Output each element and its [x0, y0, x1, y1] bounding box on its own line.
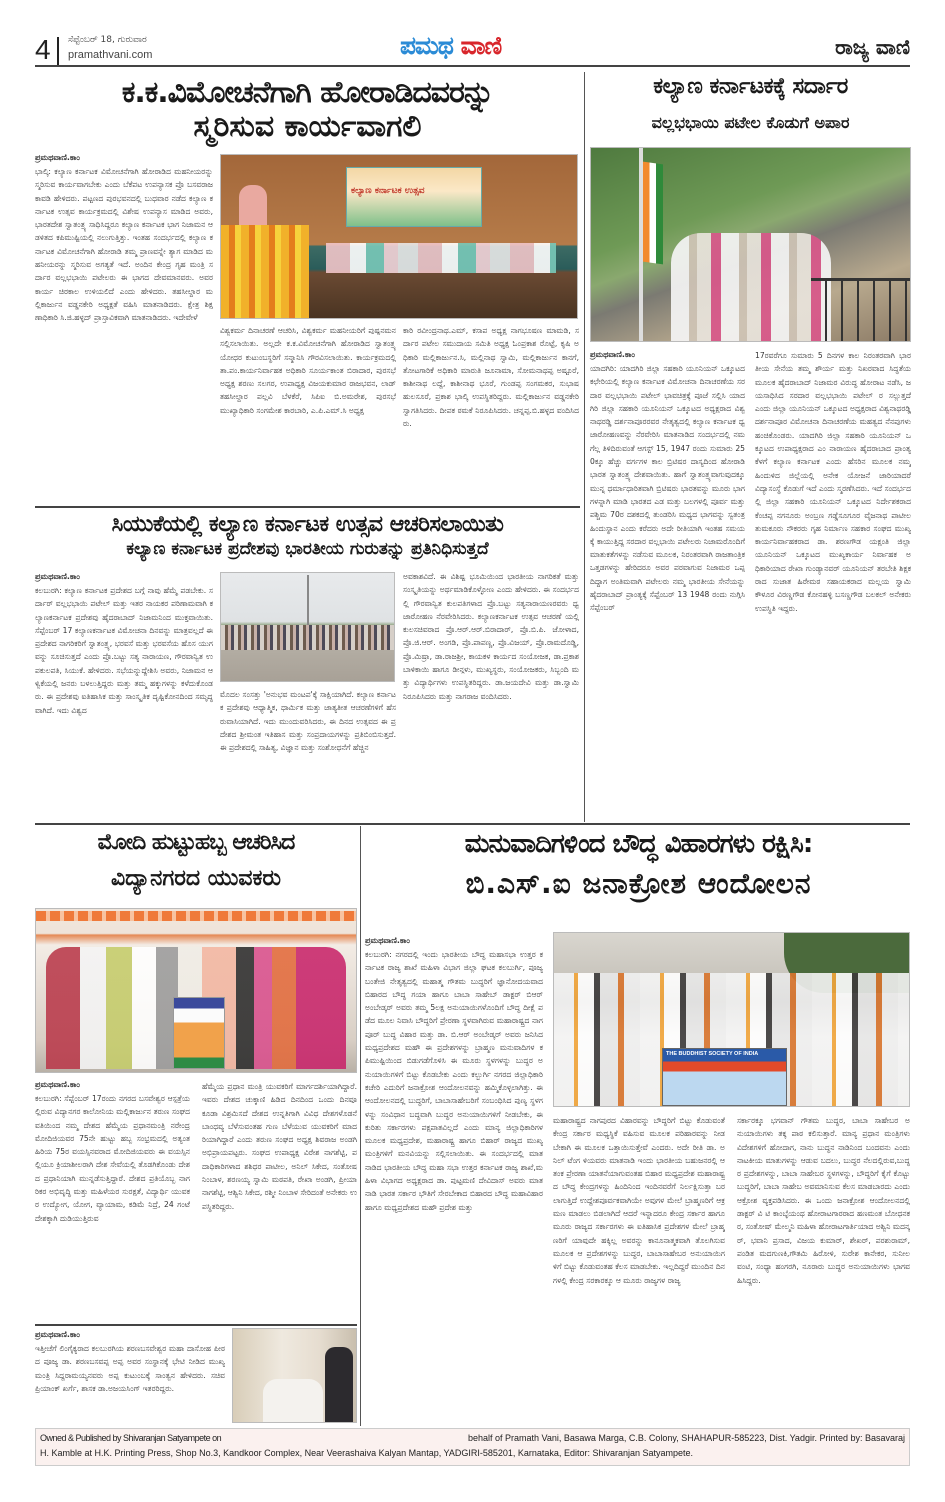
article-body-col-2: ಹೆಮ್ಮೆಯ ಪ್ರಧಾನ ಮಂತ್ರಿ ಯುವಕರಿಗೆ ಮಾರ್ಗದರ್ಶಿಯಾಗಿದ್ದಾರೆ. ಇವರು ದೇಶದ ಚುಕ್ಕಾಣಿ ಹಿಡಿದ ದಿನದಿಂದ ಒಂದು ದಿನವೂ ಕೂಡಾ ವಿಶ್ರಮಿಸದೆ ದೇಶದ ಉನ್ನತಿಗಾಗಿ ವಿವಿಧ ದೇಶಗಳೊಡನೆ ಬಾಂಧವ್ಯ ಬೆಳೆಸುವಂತಹ ಗುಣ ಬೆಳೆಯುವ ಯುವಕರಿಗೆ ಮಾದರಿಯಾಗಿದ್ದಾರೆ ಎಂದು ತರುಣ ಸಂಘದ ಅಧ್ಯಕ್ಷ ಶಿವರಾಜ ಅಂಡಗಿ ಅಭಿಪ್ರಾಯಪಟ್ಟರು. ಸಂಘದ ಉಪಾಧ್ಯಕ್ಷ ವಿರೇಶ ನಾಗಶೆಟ್ಟಿ, ಪದಾಧಿಕಾರಿಗಳಾದ ಶಶಿಧರ ಪಾಟೀಲ, ಅನಿಲ್ ಸಿಕೇದ, ಸಂತೋಷ ನಿಂಬಾಳ, ಶರಣಯ್ಯ ಸ್ವಾಮಿ ಮಠಪತಿ, ರೇಖಾ ಅಂಡಗಿ, ಪ್ರೀಯಾ ನಾಗಶೆಟ್ಟಿ, ಆಶ್ವಿನಿ ಸಿಕೇದ, ರಶ್ಮೀ ನಿಂಬಾಳ ಸೇರಿದಂತೆ ಅನೇಕರು ಉಪಸ್ಥಿತರಿದ್ದರು. [202, 1082, 357, 1211]
article-cuk-utsav [35, 510, 580, 822]
byline: ಪ್ರಮಥವಾಣಿ.ಕಾಂ [590, 350, 635, 359]
protest-with-placards-photo [553, 932, 910, 1107]
masthead-divider [57, 37, 59, 65]
headline-line-2: ವಲ್ಲಭಭಾಯಿ ಪಟೇಲ ಕೊಡುಗೆ ಅಪಾರ [651, 113, 850, 132]
modi-poster [173, 997, 225, 1069]
protest-banner [662, 1048, 787, 1106]
imprint-line-1 [40, 1431, 905, 1446]
article-body-col-2: ಮಹಾರಾಷ್ಟ್ರದ ನಾಗಪುರದ ವಿಹಾರವನ್ನು ಬೌದ್ಧರಿಗೆ ಬಿಟ್ಟು ಕೊಡುವಂತೆ ಕೇಂದ್ರ ಸರ್ಕಾರ ಮಧ್ಯಸ್ಥಿಕೆ ವಹಿಸುವ ಮೂಲಕ ಪರಿಹಾರವನ್ನು ನೀಡಬೇಕಾಗಿ ಈ ಮೂಲಕ ಒತ್ತಾಯಿಸುತ್ತೇವೆ ಎಂದರು. ಅದೇ ರೀತಿ ಡಾ. ಅನಿಲ್ ಟೆಂಗ ಳಿಯವರು ಮಾತನಾಡಿ ಇಂದು ಭಾರತೀಯ ಬಹುಜನರಲ್ಲಿ ಆತಂಕ ಪ್ರೇರಣಾ ಯಾತನೆಯಾಗುವಂತಹ ಬಿಹಾರ ಮಧ್ಯಪ್ರದೇಶ ಮಹಾರಾಷ್ಟ್ರದ ಬೌದ್ಧ ಕೇಂದ್ರಗಳನ್ನು ಹಿಂದಿನಿಂದ ಇಂದಿನವರೆಗೆ ನಿರ್ಲಕ್ಷಿಸುತ್ತಾ ಬರಲಾಗುತ್ತಿದೆ ಉದ್ದೇಶಪೂರ್ವಕವಾಗಿಯೇ ಅವುಗಳ ಮೇಲೆ ಬ್ರಾಹ್ಮಣರಿಗೆ ಆಕ್ರಮಣ ಮಾಡಲು ಬಿಡಲಾಗಿದೆ ಆದರೆ ಇನ್ನಾದರೂ ಕೇಂದ್ರ ಸರ್ಕಾರ ಹಾಗೂ ಮೂರು ರಾಜ್ಯದ ಸರ್ಕಾರಗಳು ಈ ಐತಿಹಾಸಿಕ ಪ್ರದೇಶಗಳ ಮೇಲೆ ಬ್ರಾಹ್ಮಣರಿಗೆ ಯಾವುದೇ ಹಕ್ಕಿಲ್ಲ ಅವರನ್ನು ಕಾನೂನಾತ್ಮಕವಾಗಿ ತೊಲಗಿಸುವ ಮೂಲಕ ಆ ಪ್ರದೇಶಗಳನ್ನು ಬುದ್ಧರ, ಬಾಬಾಸಾಹೇಬರ ಅನುಯಾಯಿಗಳಿಗೆ ಬಿಟ್ಟು ಕೊಡುವಂತಹ ಕೆಲಸ ಮಾಡಬೇಕು. ಇಲ್ಲದಿದ್ದರೆ ಮುಂದಿನ ದಿನಗಳಲ್ಲಿ ಕೇಂದ್ರ ಸರಕಾರಕ್ಕೂ ಆ ಮೂರು ರಾಜ್ಯಗಳ ರಾಜ್ಯ [553, 1116, 725, 1285]
column-divider [360, 826, 361, 1426]
article-body: ಇತ್ತೀಚೆಗೆ ಲಿಂಗೈಕ್ಯರಾದ ಕಲಬುರಗಿಯ ಶರಣಬಸವೇಶ್ವರ ಮಹಾ ದಾಸೋಹ ಪೀಠದ ಪೂಜ್ಯ ಡಾ. ಶರಣಬಸವಪ್ಪ ಅಪ್ಪ ಅವರ ಸಂಸ್ಥಾನಕ್ಕೆ ಭೇಟಿ ನೀಡಿದ ಮುಖ್ಯಮಂತ್ರಿ ಸಿದ್ದರಾಮಯ್ಯನವರು ಅಪ್ಪ ಕುಟುಂಬಕ್ಕೆ ಸಾಂತ್ವನ ಹೇಳಿದರು. ಸಚಿವ ಪ್ರಿಯಾಂಕ್ ಖರ್ಗೆ, ಶಾಸಕ ಡಾ.ಅಜಯಸಿಂಗ್ ಇತರರಿದ್ದರು. [35, 1344, 225, 1393]
speaker-figure [239, 185, 267, 225]
saluting-group [671, 233, 831, 342]
byline: ಪ್ರಮಥವಾಣಿ.ಕಾಂ [35, 1330, 80, 1339]
byline: ಪ್ರಮಥವಾಣಿ.ಕಾಂ [35, 572, 80, 581]
newspaper-logo [400, 31, 501, 61]
article-body-col-3: ಅವಕಾಶವಿದೆ. ಈ ವಿಶಿಷ್ಟ ಭೂಮಿಯಿಂದ ಭಾರತೀಯ ನಾಗರಿಕತೆ ಮತ್ತು ಸಂಸ್ಕೃತಿಯನ್ನು ಅರ್ಥಮಾಡಿಕೊಳ್ಳೋಣ ಎಂದು ಹೇಳಿದರು. ಈ ಸಂದರ್ಭದಲ್ಲಿ ಗೌರವಾನ್ವಿತ ಕುಲಪತಿಗಳಾದ ಪ್ರೊ.ಬಟ್ಟು ಸತ್ಯನಾರಾಯಣರವರು ಧ್ವಜಾರೋಹಣ ನೆರವೇರಿಸಿದರು. ಕಲ್ಯಾಣಕರ್ನಾಟಕ ಉತ್ಸವ ಆಚರಣೆ ಯಲ್ಲಿ ಕುಲಸಚಿವರಾದ ಪ್ರೊ.ಆರ್.ಆರ್.ಬಿರಾದಾರ್, ಪ್ರೊ.ಬಿ.ಪಿ. ಜೋಳಾದ, ಪ್ರೊ.ಜಿ.ಆರ್. ಅಂಗಡಿ, ಪ್ರೊ.ಪಾಪಣ್ಣ, ಪ್ರೊ.ವಿಜಯ್, ಪ್ರೊ.ರಾಮದೊಡ್ಡಿ, ಪ್ರೊ.ಮಿಷ್ರಾ, ಡಾ.ರಾಜಶ್ರೀ, ಕಾಯಕಳ ಕಾರ್ಯದ ಸಂಯೋಜಕ, ಡಾ.ಪ್ರಕಾಶ ಬಾಳಿಕಾಯಿ ಹಾಗೂ ಡೀನ್ಗಳು, ಮುಖ್ಯಸ್ಥರು, ಸಂಯೋಜಕರು, ಸಿಬ್ಬಂದಿ ಮತ್ತು ವಿದ್ಯಾರ್ಥಿಗಳು ಉಪಸ್ಥಿತರಿದ್ದರು. ಡಾ.ಜಯದೇವಿ ಮತ್ತು ಡಾ.ಸ್ವಾಮಿ ನಿರೂಪಿಸಿದರು ಮತ್ತು ನಾಗರಾಜ ವಂದಿಸಿದರು. [403, 572, 579, 701]
protest-banner-text: THE BUDDHIST SOCIETY OF INDIA [666, 1051, 759, 1057]
website-link[interactable]: pramathvani.com [68, 49, 153, 61]
bunting [36, 911, 357, 921]
column-divider [584, 72, 585, 822]
event-banner [346, 167, 482, 227]
headline-line-2: ವಿದ್ಯಾನಗರದ ಯುವಕರು [110, 866, 282, 891]
issue-date: ಸೆಪ್ಟೆಂಬರ್ 18, ಗುರುವಾರ [68, 35, 147, 45]
flower-decoration [221, 225, 309, 319]
byline: ಪ್ರಮಥವಾಣಿ.ಕಾಂ [35, 153, 80, 162]
headline-line-1: ಕಲ್ಯಾಣ ಕರ್ನಾಟಕಕ್ಕೆ ಸರ್ದಾರ [653, 74, 848, 99]
imprint-footer [35, 1428, 910, 1466]
article-kk-liberation [35, 72, 580, 502]
article-body-col-2: ಮೊದಲ ಸಂಸತ್ತು 'ಅನುಭವ ಮಂಟಪ'ಕ್ಕೆ ಸಾಕ್ಷಿಯಾಗಿದೆ. ಕಲ್ಯಾಣ ಕರ್ನಾಟಕ ಪ್ರದೇಶವು ಆಧ್ಯಾತ್ಮಿಕ, ಧಾರ್ಮಿಕ ಮತ್ತು ಜಾತ್ಯತೀತ ಆಚರಣೆಗಳಿಗೆ ಹೆಸರುವಾಸಿಯಾಗಿದೆ. ಇದು ಮುಂದುವರಿಸಿದರು, ಈ ದಿನದ ಉತ್ಸವದ ಈ ಪ್ರದೇಶದ ಶ್ರೀಮಂತ ಇತಿಹಾಸ ಮತ್ತು ಸಂಪ್ರದಾಯಗಳನ್ನು ಪ್ರತಿಬಿಂಬಿಸುತ್ತದೆ. ಈ ಪ್ರದೇಶದಲ್ಲಿ ಸಾಹಿತ್ಯ, ವಿಜ್ಞಾನ ಮತ್ತು ಸಂಶೋಧನೆಗೆ ಹೆಚ್ಚಿನ [220, 690, 396, 753]
article-body-col-2: 17ರವರೆಗೂ ಸುಮಾರು 5 ದಿನಗಳ ಕಾಲ ನಿರಂತರವಾಗಿ ಭಾರತೀಯ ಸೇನೆಯ ತಮ್ಮ ಶೌರ್ಯ ಮತ್ತು ನಿಖರವಾದ ಸಿದ್ಧತೆಯ ಮೂಲಕ ಹೈದರಾಬಾದ್ ನಿಜಾಮರ ವಿರುದ್ಧ ಹೋರಾಟ ನಡೆಸಿ, ಜಯಸಾಧಿಸಿದ ಸರದಾರ ವಲ್ಲಭಭಾಯಿ ಪಟೇಲ್ ರ ಸಲ್ಲುತ್ತದೆ ಎಂದು ಜಿಲ್ಲಾ ಯೂನಿಯನ್ ಒಕ್ಕೂಟದ ಅಧ್ಯಕ್ಷರಾದ ವಿಶ್ವನಾಥರಡ್ಡಿ ದರ್ಶನಾಪೂರ ವಿಮೋಚನಾ ದಿನಾಚರಣೆಯ ಮಹತ್ವದ ನೆನಪುಗಳು ಹಂಚಿಕೊಂಡರು. ಯಾದಗಿರಿ ಜಿಲ್ಲಾ ಸಹಕಾರಿ ಯೂನಿಯನ್ ಒಕ್ಕೂಟದ ಉಪಾಧ್ಯಕ್ಷರಾದ ಎಂ ನಾರಾಯಣ ಹೈದರಾಬಾದ ಪ್ರಾಂತ್ಯ ಕೆಳಗೆ ಕಲ್ಯಾಣ ಕರ್ನಾಟಕ ಎಂದು ಹೆಸರಿನ ಮೂಲಕ ನಮ್ಮ ಹಿಂದುಳಿದ ಜಿಲ್ಲೆಯಲ್ಲಿ ಅನೇಕ ಯೋಜನೆ ಜಾರಿಯಾದರೆ ವಿದ್ಯಾಸಂಸ್ಥೆ ಕೊಡುಗೆ ಇದೆ ಎಂದು ಸ್ಮರಣೆಸಿದರು. ಇದೆ ಸಂದರ್ಭದಲ್ಲಿ ಜಿಲ್ಲಾ ಸಹಕಾರಿ ಯೂನಿಯನ್ ಒಕ್ಕೂಟದ ನಿರ್ದೇಶಕರಾದ ಕೆಂಚಪ್ಪ ನಗನೂರು ಅಂಬ್ರಣ ಗಡ್ಡೆಸೂಗೂರ ವೈಜನಾಥ ಪಾಟೀಲ ತುಮಕೂರು ನೌಕರರು ಗೃಹ ನಿರ್ಮಾಣ ಸಹಕಾರ ಸಂಘದ ಮುಖ್ಯ ಕಾರ್ಯನಿರ್ವಾಹಕರಾದ ಡಾ. ಶರಣಗೌಡ ಯಕ್ಷಂತಿ ಜಿಲ್ಲಾ ಯೂನಿಯನ್ ಒಕ್ಕೂಟದ ಮುಖ್ಯಕಾರ್ಯ ನಿರ್ವಾಹಕ ಅಧಿಕಾರಿಯಾದ ರೇಖಾ ಗುಂಡ್ಯಾನವರ್ ಯೂನಿಯನ್ ತರಬೇತಿ ಶಿಕ್ಷಕರಾದ ಸುಜಾತ ಹಿರೇಮಠ ಸಹಾಯಕರಾದ ಮಲ್ಲಯ ಸ್ವಾಮಿ ಕೌಳೂರ ವಿರಣ್ಣಗೌಡ ಕೋನಹಳ್ಳಿ ಬಸಣ್ಣಗೌಡ ಬಲಕಲ್ ಅನೇಕರು ಉಪಸ್ಥಿತಿ ಇದ್ದರು. [755, 351, 911, 613]
article-bsi-protest [365, 826, 912, 1424]
railing [811, 278, 911, 342]
imprint-line-2: H. Kamble at H.K. Printing Press, Shop No.3, Kandkoor Complex, Near Veerashaiva Kalyan Mantap, YADGIRI-585201, Karnataka, Editor: Shivaranjan Satyampete. [40, 1448, 694, 1458]
section-rule [35, 1324, 357, 1326]
article-body-col-1: ಯಾದಗಿರಿ: ಯಾದಗಿರಿ ಜಿಲ್ಲಾ ಸಹಕಾರಿ ಯೂನಿಯನ್ ಒಕ್ಕೂಟದ ಕಛೇರಿಯಲ್ಲಿ ಕಲ್ಯಾಣ ಕರ್ನಾಟಕ ವಿಮೋಚನಾ ದಿನಾಚರಣೆಯ ಸರದಾರ ವಲ್ಲಭಭಾಯಿ ಪಟೇಲ್ ಭಾವಚಿತ್ರಕ್ಕೆ ಪೂಜೆ ಸಲ್ಲಿಸಿ ಯಾದಗಿರಿ ಜಿಲ್ಲಾ ಸಹಕಾರಿ ಯೂನಿಯನ್ ಒಕ್ಕೂಟದ ಅಧ್ಯಕ್ಷರಾದ ವಿಶ್ವನಾಥರಡ್ಡಿ ದರ್ಶನಾಪೂರರವರ ನೇತೃತ್ವದಲ್ಲಿ ಕಲ್ಯಾಣ ಕರ್ನಾಟಕ ಧ್ವಜಾರೋಹಣವನ್ನು ನೆರವೇರಿಸಿ ಮಾತನಾಡಿದ ಸಂದರ್ಭದಲ್ಲಿ ನಮಗೆಲ್ಲ ತಿಳಿದಿರುವಂತೆ ಆಗಸ್ಟ್ 15, 1947 ರಂದು ಸುಮಾರು 250ಕ್ಕೂ ಹೆಚ್ಚು ವರ್ಗಗಳ ಕಾಲ ಬ್ರಿಟಿಷರ ದಾಸ್ಯದಿಂದ ಹೋರಾಡಿ ಭಾರತ ಸ್ವಾತಂತ್ರ್ಯ ದೇಶವಾಯಿತು. ಹಾಗೆ ಸ್ವಾತಂತ್ರ್ಯವಾಗುವುದಕ್ಕೂ ಮುನ್ನ ಧರ್ಮಾಧಾರಿತವಾಗಿ ಬ್ರಿಟಿಷರು ಭಾರತವನ್ನು ಮೂರು ಭಾಗಗಳನ್ನಾಗಿ ಮಾಡಿ ಭಾರತದ ಎಡ ಮತ್ತು ಬಲಗಳಲ್ಲಿ ಪೂರ್ವ ಮತ್ತು ಪಶ್ಚಿಮ 70ರ ದಶಕದಲ್ಲಿ ತುಂಡರಿಸಿ ಮಧ್ಯದ ಭಾಗವನ್ನು ಸ್ವತಂತ್ರ ಹಿಂದುಸ್ಥಾನ ಎಂದು ಕರೆದರು ಅದೇ ರೀತಿಯಾಗಿ ಇಂತಹ ಸಮಯಕ್ಕೆ ಕಾಯುತ್ತಿದ್ದ ಸರದಾರ ವಲ್ಲಭಾಯಿ ಪಟೇಲರು ನಿಜಾಮರೊಂದಿಗೆ ಮಾತುಕತೆಗಳನ್ನು ನಡೆಸುವ ಮೂಲಕ, ನಿರಂತರವಾಗಿ ರಾಜತಾಂತ್ರಿಕ ಒತ್ತಡಗಳನ್ನು ಹೇರಿದರೂ ಅವರ ಪರವಾಗುವ ನಿಜಾಮರ ಒಪ್ಪದಿದ್ದಾಗ ಅಂತಿಮವಾಗಿ ಪಟೇಲರು ನಮ್ಮ ಭಾರತೀಯ ಸೇನೆಯನ್ನು ಹೈದರಾಬಾದ್ ಪ್ರಾಂತ್ಯಕ್ಕೆ ಸೆಪ್ಟೆಂಬರ್ 13 1948 ರಂದು ನುಗ್ಗಿಸಿ ಸೆಪ್ಟೆಂಬರ್ [590, 364, 745, 613]
article-body-col-1: ಭಾಲ್ಕಿ: ಕಲ್ಯಾಣ ಕರ್ನಾಟಕ ವಿಮೋಚನೆಗಾಗಿ ಹೋರಾಡಿದ ಮಹನೀಯರನ್ನು ಸ್ಮರಿಸುವ ಕಾರ್ಯವಾಗಬೇಕು ಎಂದು ಬೆಕೆಪಟ ಉಪನ್ಯಾಸಕ ಪ್ರೊ ಬಸವರಾಜ ಕಾವಡಿ ಹೇಳಿದರು. ಪಟ್ಟಣದ ಪುರಭವನದಲ್ಲಿ ಬುಧವಾರ ನಡೆದ ಕಲ್ಯಾಣ ಕರ್ನಾಟಕ ಉತ್ಸವ ಕಾರ್ಯಕ್ರಮದಲ್ಲಿ ವಿಶೇಷ ಉಪನ್ಯಾಸ ಮಾಡಿದ ಅವರು, ಭಾರತದೇಶ ಸ್ವಾತಂತ್ರ್ಯ ಸಾಧಿಸಿದ್ದರೂ ಕಲ್ಯಾಣ ಕರ್ನಾಟಕ ಭಾಗ ನಿಜಾಮನ ಆಡಳಿತದ ಕಪಿಮುಷ್ಟಿಯಲ್ಲಿ ನಲುಗುತ್ತಿತ್ತು. ಇಂತಹ ಸಂದರ್ಭದಲ್ಲಿ ಕಲ್ಯಾಣ ಕರ್ನಾಟಕ ವಿಮೋಚನೆಗಾಗಿ ಹೋರಾಡಿ ತಮ್ಮ ಪ್ರಾಣವನ್ನೇ ತ್ಯಾಗ ಮಾಡಿದ ಮಹನೀಯರನ್ನು ಸ್ಮರಿಸುವ ಅಗತ್ಯತೆ ಇದೆ. ಅಂದಿನ ಕೇಂದ್ರ ಗೃಹ ಮಂತ್ರಿ ಸರ್ದಾರ ವಲ್ಲಭಭಾಯಿ ಪಟೇಲರು ಈ ಭಾಗದ ದೇವಮಾನವರು. ಅವರ ಕಾರ್ಯ ಚಿರಕಾಲ ಉಳಿಯಲಿದೆ ಎಂದು ಹೇಳಿದರು. ತಹಸೀಲ್ದಾರ ಮಲ್ಲಿಕಾರ್ಜುನ ವಡ್ಡನಕೇರಿ ಅಧ್ಯಕ್ಷತೆ ವಹಿಸಿ ಮಾತನಾಡಿದರು. ಕ್ಷೇತ್ರ ಶಿಕ್ಷಣಾಧಿಕಾರಿ ಸಿ.ಜಿ.ಹಳ್ಳದ್ ಪ್ರಾಸ್ತಾವಿಕವಾಗಿ ಮಾತನಾಡಿದರು. ಇದೇವೇಳೆ [35, 167, 213, 323]
article-body-col-1: ಕಲಬುರಗಿ: ಕಲ್ಯಾಣ ಕರ್ನಾಟಕ ಪ್ರದೇಶದ ಬಗ್ಗೆ ನಾವು ಹೆಮ್ಮೆ ಪಡಬೇಕು. ಸರ್ದಾರ್ ವಲ್ಲಭಭಾಯಿ ಪಟೇಲ್ ಮತ್ತು ಇತರ ನಾಯಕರ ಪರಿಣಾಮವಾಗಿ ಕಲ್ಯಾಣಕರ್ನಾಟಕ ಪ್ರದೇಶವು ಹೈದರಾಬಾದ್ ನಿಜಾಮನಿಂದ ಮುಕ್ತವಾಯಿತು. ಸೆಪ್ಟೆಂಬರ್ 17 ಕಲ್ಯಾಣಕರ್ನಾಟಕ ವಿಮೋಚನಾ ದಿನವನ್ನು ಮಾತ್ರವಲ್ಲದೆ ಈ ಪ್ರದೇಶದ ನಾಗರಿಕರಿಗೆ ಸ್ವಾತಂತ್ರ್ಯ, ಭರವಸೆ ಮತ್ತು ಭರವಸೆಯ ಹೊಸ ಯುಗವನ್ನು ಸೂಚಿಸುತ್ತದೆ ಎಂದು ಪ್ರೊ.ಬಟ್ಟು ಸತ್ಯ ನಾರಾಯಣ, ಗೌರವಾನ್ವಿತ ಉಪಕುಲಪತಿ, ಸಿಯುಕೆ. ಹೇಳಿದರು. ಸಭೆಯನ್ನುದ್ದೇಶಿಸಿ ಅವರು, ನಿಜಾಮನ ಆಳ್ವಿಕೆಯಲ್ಲಿ ಜನರು ಬಳಲುತ್ತಿದ್ದರು ಮತ್ತು ತಮ್ಮ ಹಕ್ಕುಗಳನ್ನು ಕಳೆದುಕೊಂಡರು. ಈ ಪ್ರದೇಶವು ಐತಿಹಾಸಿಕ ಮತ್ತು ಸಾಂಸ್ಕೃತಿಕ ದೃಷ್ಟಿಕೋನದಿಂದ ಸಮೃದ್ಧವಾಗಿದೆ. ಇದು ವಿಶ್ವದ [35, 586, 213, 715]
headline-line-2: ಸ್ಮರಿಸುವ ಕಾರ್ಯವಾಗಲಿ [193, 109, 422, 144]
article-sardar-patel [588, 72, 913, 822]
logo-part-2: ವಾಣಿ [460, 31, 502, 60]
standing-man [325, 1347, 353, 1423]
imprint-owner: Owned & Published by Shivaranjan Satyampete on [40, 1433, 222, 1443]
article-body-col-1: ಕಲಬುರಗಿ: ನಗರದಲ್ಲಿ ಇಂದು ಭಾರತೀಯ ಬೌದ್ಧ ಮಹಾಸಭಾ ಉತ್ತರ ಕರ್ನಾಟಕ ರಾಜ್ಯ ಶಾಖೆ ಮಹಿಳಾ ವಿಭಾಗ ಜಿಲ್ಲಾ ಘಟಕ ಕಲಬುರ್ಗಿ, ಪೂಜ್ಯ ಬಂತೇಜಿ ನೇತೃತ್ವದಲ್ಲಿ ಮಹಾತ್ಮ ಗೌತಮ ಬುದ್ಧರಿಗೆ ಜ್ಞಾನೋದಯವಾದ ಬಿಹಾರದ ಬೌದ್ಧ ಗಯಾ ಹಾಗೂ ಬಾಬಾ ಸಾಹೇಬ್ ಡಾಕ್ಟರ್ ಬಿಆರ್ ಅಂಬೇಡ್ಕರ್ ಅವರು ತಮ್ಮ 5ಲಕ್ಷ ಅನುಯಾಯಿಗಳೊಂದಿಗೆ ಬೌದ್ಧ ದೀಕ್ಷೆ ಪಡೆದ ಮೂಲ ನಿವಾಸಿ ಬೌದ್ಧರಿಗೆ ಪ್ರೇರಣಾ ಸ್ಥಳವಾಗಿರುವ ಮಹಾರಾಷ್ಟ್ರದ ನಾಗಪೂರ್ ಬುದ್ಧ ವಿಹಾರ ಮತ್ತು ಡಾ. ಬಿ.ಆರ್ ಅಂಬೇಡ್ಕರ್ ಅವರು ಜನಿಸಿದ ಮಧ್ಯಪ್ರದೇಶದ ಮಹೌ ಈ ಪ್ರದೇಶಗಳನ್ನು ಬ್ರಾಹ್ಮಣ ಮನುವಾದಿಗಳ ಕಪಿಮುಷ್ಟಿಯಿಂದ ಬಿಡುಗಡೆಗೊಳಿಸಿ ಈ ಮೂರು ಸ್ಥಳಗಳನ್ನು ಬುದ್ಧರ ಅನುಯಾಯಿಗಳಿಗೆ ಬಿಟ್ಟು ಕೊಡಬೇಕು ಎಂದು ಕಲ್ಬುರ್ಗಿ ನಗರದ ಜಿಲ್ಲಾಧಿಕಾರಿ ಕಚೇರಿ ಎದುರಿಗೆ ಜನಾಕ್ರೋಶ ಆಂದೋಲನವನ್ನು ಹಮ್ಮಿಕೊಳ್ಳಲಾಗಿತ್ತು. ಈ ಆಂದೋಲನದಲ್ಲಿ ಬುದ್ಧರಿಗೆ, ಬಾಬಾಸಾಹೇಬರಿಗೆ ಸಂಬಂಧಿಸಿದ ಪುಣ್ಯ ಸ್ಥಳಗಳನ್ನು ಸಂವಿಧಾನ ಬದ್ಧವಾಗಿ ಬುದ್ಧರ ಅನುಯಾಯಿಗಳಿಗೆ ನೀಡಬೇಕು, ಈ ಕುರಿತು ಸರ್ಕಾರಗಳು ಪಕ್ಷಪಾತವಿಲ್ಲದೆ ಎಂದು ಮಾನ್ಯ ಜಿಲ್ಲಾಧಿಕಾರಿಗಳ ಮೂಲಕ ಮಧ್ಯಪ್ರದೇಶ, ಮಹಾರಾಷ್ಟ್ರ ಹಾಗೂ ಬಿಹಾರ್ ರಾಜ್ಯದ ಮುಖ್ಯಮಂತ್ರಿಗಳಿಗೆ ಮನವಿಯನ್ನು ಸಲ್ಲಿಸಲಾಯಿತು. ಈ ಸಂದರ್ಭದಲ್ಲಿ ಮಾತನಾಡಿದ ಭಾರತೀಯ ಬೌದ್ಧ ಮಹಾ ಸಭಾ ಉತ್ತರ ಕರ್ನಾಟಕ ರಾಜ್ಯ ಶಾಖೆ,ಮಹಿಳಾ ವಿಭಾಗದ ಅಧ್ಯಕ್ಷರಾದ ಡಾ. ಪುಟ್ಟಮಣಿ ದೇವಿದಾಸ್ ಅವರು ಮಾತನಾಡಿ ಭಾರತ ಸರ್ಕಾರ ಭೌತಿಗೆ ಸೇರಬೇಕಾದ ಬಿಹಾರದ ಬೌದ್ಧ ಮಹಾವಿಹಾರ ಹಾಗೂ ಮಧ್ಯಪ್ರದೇಶದ ಮಹೌ ಪ್ರದೇಶ ಮತ್ತು [365, 950, 543, 1212]
article-body-col-3: ಸರ್ಕಾರಕ್ಕೂ ಭಗವಾನ್ ಗೌತಮ ಬುದ್ಧರ, ಬಾಬಾ ಸಾಹೇಬರ ಅನುಯಾಯಿಗಳು ತಕ್ಕ ಪಾಠ ಕಲಿಸುತ್ತಾರೆ. ಮಾನ್ಯ ಪ್ರಧಾನ ಮಂತ್ರಿಗಳು ವಿದೇಶಗಳಿಗೆ ಹೋದಾಗ, ನಾನು ಬುದ್ಧನ ನಾಡಿನಿಂದ ಬಂದವನು ಎಂದು ನಾಟಕೀಯ ಮಾತುಗಳನ್ನು ಆಡುವ ಬದಲು, ಬುದ್ಧರ ನೆಲದಲ್ಲಿರುವ,ಬುದ್ಧರ ಪ್ರದೇಶಗಳನ್ನು, ಬಾಬಾ ಸಾಹೇಬರ ಸ್ಥಳಗಳನ್ನು, ಬೌದ್ಧರಿಗೆ ಕೈಗೆ ಕೊಟ್ಟು ಬುದ್ಧರಿಗೆ, ಬಾಬಾ ಸಾಹೇಬ ಅವಮಾನಿಸುವ ಕೆಲಸ ಮಾಡಬಾರದು ಎಂದು ಆಕ್ರೋಶ ವ್ಯಕ್ತಪಡಿಸಿದರು. ಈ ಒಂದು ಜನಾಕ್ರೋಶ ಆಂದೋಲನದಲ್ಲಿ ಡಾಕ್ಟರ್ ವಿ ಟಿ ಕಾಂಬ್ಳೆಯಂಥ ಹೋರಾಟಗಾರರಾದ ಹಣಮಂತ ಬೋಧನಕರ, ಸಂತೋಷ್ ಮೇಲ್ಮನಿ ಮಹಿಳಾ ಹೋರಾಟಗಾರ್ತಿಯಾದ ಅಶ್ವಿನಿ ಮದನ್ಕರ್, ಭವಾನಿ ಪ್ರಸಾದ, ವಿಜಯ ಕುಮಾರ್, ಶೇಖರ್, ಪರಶುರಾಮ್, ಪಂಡಿತ ಮದಗುಣಕಿ,ಗೌತಮಿ ಹಿರೋಳಿ, ಸುರೇಶ ಕಾನೇಕರ, ಸುನೀಲ ವಂಟಿ, ಸಂಧ್ಯಾ ಹಂಗರಗಿ, ನೂರಾರು ಬುದ್ಧರ ಅನುಯಾಯಿಗಳು ಭಾಗವಹಿಸಿದ್ದರು. [737, 1116, 910, 1285]
flag-salute-photo [590, 147, 911, 342]
section-rule [35, 506, 580, 508]
seated-people [263, 1379, 323, 1423]
byline: ಪ್ರಮಥವಾಣಿ.ಕಾಂ [365, 936, 410, 945]
article-cm-condolence [35, 1328, 357, 1424]
masthead [35, 31, 910, 67]
article-modi-birthday [35, 826, 357, 1326]
imprint-address: behalf of Pramath Vani, Basawa Marga, C.B. Colony, SHAHAPUR-585223, Dist. Yadgir. Printed by: Basavaraj [467, 1433, 905, 1443]
logo-part-1: ಪಮಥ [400, 31, 453, 60]
cm-visit-photo [232, 1328, 357, 1423]
article-body-col-1: ಕಲಬುರಗಿ: ಸೆಪ್ಟೆಂಬರ್ 17ರಂದು ನಗರದ ಬಸವೇಶ್ವರ ಆಸ್ಪತ್ರೆಯಲ್ಲಿರುವ ವಿದ್ಯಾನಗರ ಕಾಲೋನಿಯ ಮಲ್ಲಿಕಾರ್ಜುನ ತರುಣ ಸಂಘದ ವತಿಯಿಂದ ನಮ್ಮ ದೇಶದ ಹೆಮ್ಮೆಯ ಪ್ರಧಾನಮಂತ್ರಿ ನರೇಂದ್ರ ಮೋದಿಜಿಯವರ 75ನೇ ಹುಟ್ಟು ಹಬ್ಬ ಸಂಭ್ರಮದಲ್ಲಿ ಅತ್ಯಂತ ಹಿರಿಯ 75ರ ವಯಸ್ಸಿನವರಾದ ಮೋದಿಜಿಯವರು ಈ ವಯಸ್ಸಿನಲ್ಲಿಯೂ ಕ್ರಿಯಾಶೀಲರಾಗಿ ದೇಶ ಸೇವೆಯಲ್ಲಿ ತೊಡಗಿಕೊಂಡು ದೇಶದ ಪ್ರಧಾನಿಯಾಗಿ ಮುನ್ನಡೆಸುತ್ತಿದ್ದಾರೆ. ದೇಶದ ಪ್ರತಿಯೊಬ್ಬ ನಾಗರಿಕರ ಅಭಿವೃದ್ಧಿ ಮತ್ತು ಮಹಿಳೆಯರ ಸುರಕ್ಷತೆ, ವಿದ್ಯಾರ್ಥಿ ಯುವಕರ ಉದ್ಯೋಗ, ಯೋಗ, ವ್ಯಾಯಾಮ, ಕಡಿಮೆ ನಿದ್ರೆ, 24 ಗಂಟೆ ದೇಶಕ್ಕಾಗಿ ದುಡಿಯುತ್ತಿರುವ [35, 1094, 190, 1223]
event-banner-text: ಕಲ್ಯಾಣ ಕರ್ನಾಟಕ ಉತ್ಸವ [351, 186, 425, 196]
article-body-col-3: ಕಾರಿ ರವೀಂದ್ರನಾಥ.ಎಮ್, ಕಸಾಪ ಅಧ್ಯಕ್ಷ ನಾಗಭೂಷಣ ಮಾಮಡಿ, ಸರ್ದಾರ ಪಟೇಲ ಸಮುದಾಯ ಸಮಿತಿ ಅಧ್ಯಕ್ಷ ಓಂಪ್ರಕಾಶ ರೊಟ್ಟೆ, ಕೃಷಿ ಅಧಿಕಾರಿ ಮಲ್ಲಿಕಾರ್ಜುನ.ಸಿ, ಮಲ್ಲಿನಾಥ ಸ್ವಾಮಿ, ಮಲ್ಲಿಕಾರ್ಜುನ ಕಾನಗೆ, ತೋಟಗಾರಿಕೆ ಅಧಿಕಾರಿ ಮಾರುತಿ ಜೂನಾಮಾ, ಸೋಮನಾಥಪ್ಪ ಅಷ್ಟೂರೆ, ಕಾಶೀನಾಥ ಲದ್ದೆ, ಕಾಶೀನಾಥ ಭೂರೆ, ಗುಂಡಪ್ಪ ಸಂಗಮಕರ, ಸುಭಾಷ ಹುಲಸೂರೆ, ಪ್ರಕಾಶ ಭಾಲ್ಕಿ ಉಪಸ್ಥಿತರಿದ್ದರು. ಮಲ್ಲಿಕಾರ್ಜುನ ವಡ್ಡನಕೇರಿ ಸ್ವಾಗತಿಸಿದರು. ದೀಪಕ ಠಮಕೆ ನಿರೂಪಿಸಿದರು. ಚನ್ನಪ್ಪ.ಬಿ.ಹಳ್ಳದ ವಂದಿಸಿದರು. [403, 326, 579, 429]
headline-line-1: ಕ.ಕ.ವಿಮೋಚನೆಗಾಗಿ ಹೋರಾಡಿದವರನ್ನು [121, 75, 494, 110]
byline: ಪ್ರಮಥವಾಣಿ.ಕಾಂ [35, 1080, 80, 1089]
headline-line-1: ಸಿಯುಕೆಯಲ್ಲಿ ಕಲ್ಯಾಣ ಕರ್ನಾಟಕ ಉತ್ಸವ ಆಚರಿಸಲಾಯಿತು [111, 512, 504, 537]
section-rule [35, 823, 910, 825]
headline-line-2: ಬಿ.ಎಸ್.ಐ ಜನಾಕ್ರೋಶ ಆಂದೋಲನ [465, 867, 812, 900]
campus-gathering-photo [220, 572, 395, 682]
headline-line-2: ಕಲ್ಯಾಣ ಕರ್ನಾಟಕ ಪ್ರದೇಶವು ಭಾರತೀಯ ಗುರುತನ್ನು ಪ್ರತಿನಿಧಿಸುತ್ತದೆ [126, 539, 489, 559]
article-body-col-2: ವಿಶ್ವಕರ್ಮ ದಿನಾಚರಣೆ ಆಚರಿಸಿ, ವಿಶ್ವಕರ್ಮ ಮಹನೀಯರಿಗೆ ಪುಷ್ಪನಮನ ಸಲ್ಲಿಸಲಾಯಿತು. ಅಲ್ಲದೇ ಕ.ಕ.ವಿಮೋಚನೆಗಾಗಿ ಹೋರಾಡಿದ ಸ್ವಾತಂತ್ರ್ಯ ಯೋಧರ ಕುಟುಂಬಸ್ಥರಿಗೆ ಸನ್ಮಾನಿಸಿ ಗೌರವಿಸಲಾಯಿತು. ಕಾರ್ಯಕ್ರಮದಲ್ಲಿ ತಾ.ಪಂ.ಕಾರ್ಯನಿರ್ವಾಹಕ ಅಧಿಕಾರಿ ಸೂರ್ಯಕಾಂತ ಬಿರಾದಾರ, ಪುರಸಭೆ ಅಧ್ಯಕ್ಷ ಶರಣು ಸಲಗರ, ಉಪಾಧ್ಯಕ್ಷ ವಿಜಯಕುಮಾರ ರಾಜಭವನ, ಲಾಡ್ ತಹಸೀಲ್ದಾರ ಪಲ್ಲವಿ ಬೆಳಕೆರೆ, ಸಿಪಿಐ ಬಿ.ಅಮರೇಶ, ಪುರಸಭೆ ಮುಖ್ಯಾಧಿಕಾರಿ ಸಂಗಮೇಶ ಕಾರಬಾರಿ, ಎ.ಪಿ.ಎಮ್.ಸಿ ಅಧ್ಯಕ್ಷ [220, 326, 396, 415]
headline-line-1: ಮೋದಿ ಹುಟ್ಟುಹಬ್ಬ ಆಚರಿಸಿದ [97, 830, 295, 855]
event-stage-photo [220, 154, 578, 319]
section-title: ರಾಜ್ಯ ವಾಣಿ [835, 35, 910, 59]
crowd [221, 625, 395, 650]
page-number: 4 [35, 34, 51, 65]
indian-flag [643, 162, 663, 265]
headline-line-1: ಮನುವಾದಿಗಳಿಂದ ಬೌದ್ಧ ವಿಹಾರಗಳು ರಕ್ಷಿಸಿ: [464, 829, 813, 859]
dignitaries-row [326, 243, 556, 273]
group-with-modi-poster-photo [35, 908, 357, 1073]
